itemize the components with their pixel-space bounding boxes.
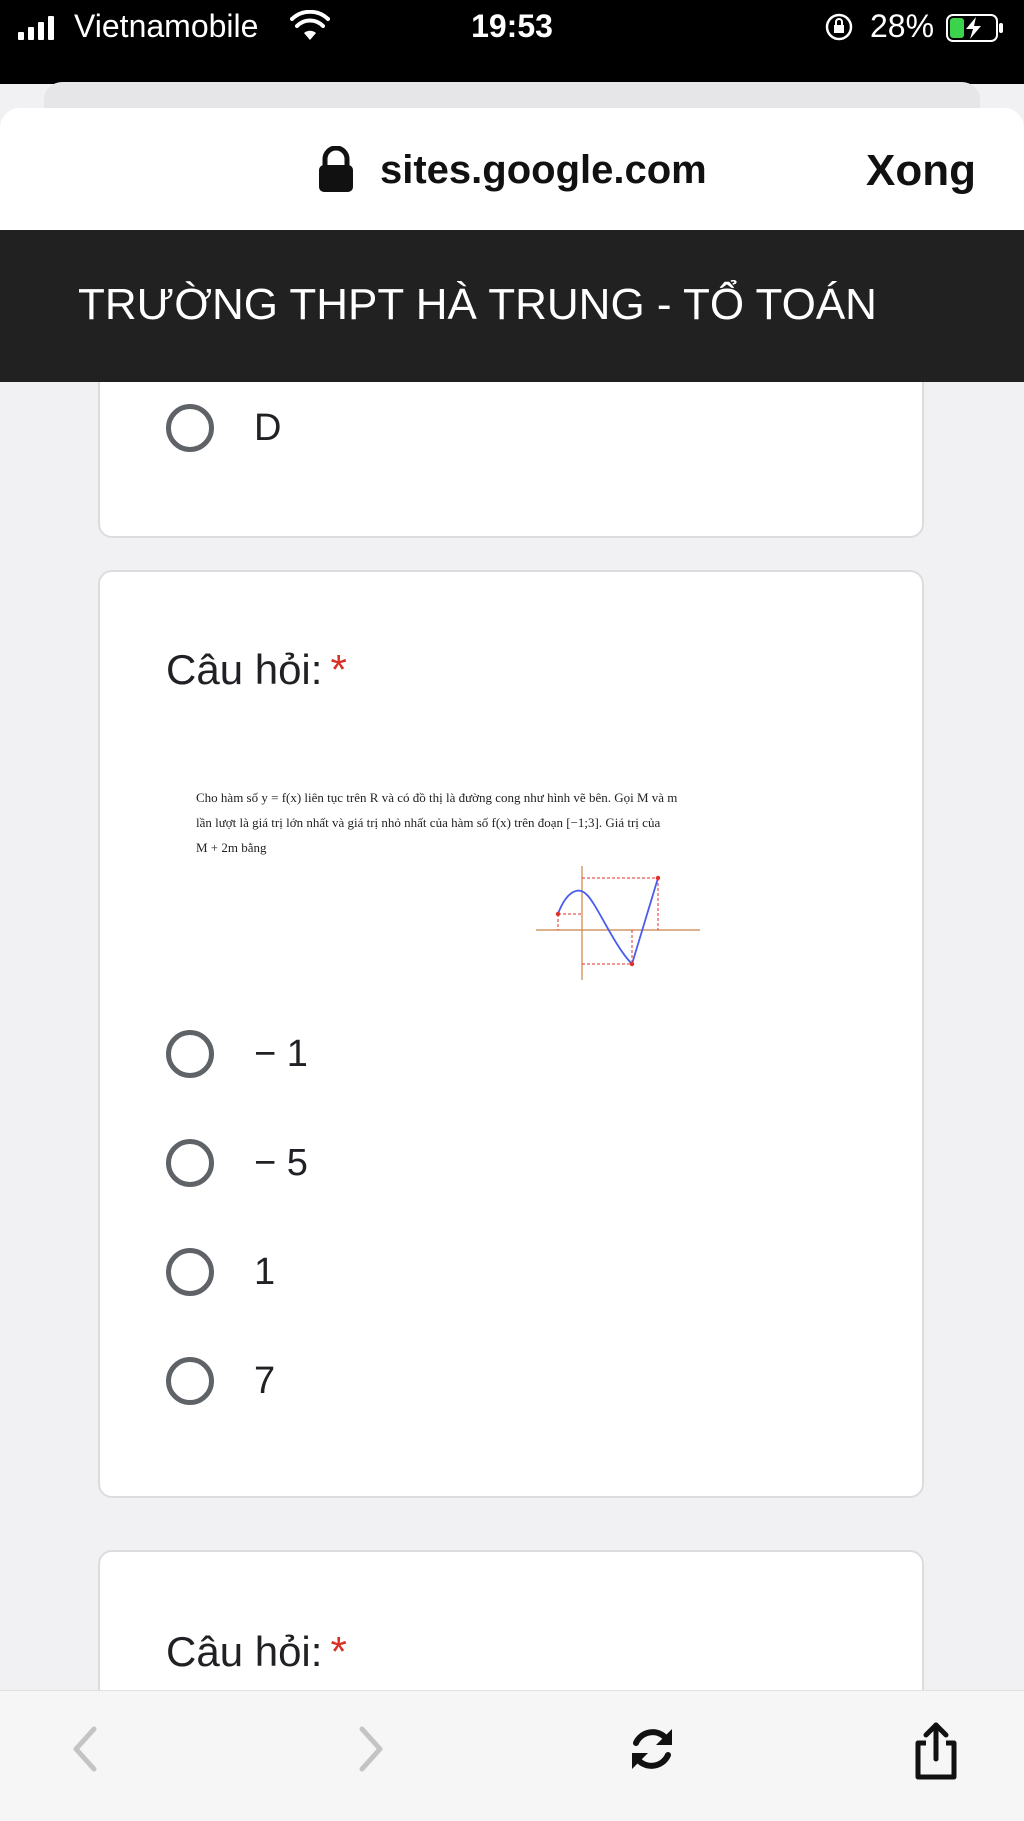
question-text-line-1: Cho hàm số y = f(x) liên tục trên R và có đồ thị là đường cong như hình vẽ bên. Gọi M và m xyxy=(196,790,678,805)
option-label: 7 xyxy=(254,1359,276,1402)
clock: 19:53 xyxy=(471,8,553,44)
answer-option-3[interactable] xyxy=(166,1244,275,1300)
battery-charging-icon xyxy=(946,14,1006,47)
point-marker xyxy=(556,912,560,916)
question-text-line-3: M + 2m bằng xyxy=(196,840,267,855)
question-title-text: Câu hỏi: xyxy=(166,1628,323,1675)
status-bar xyxy=(0,0,1024,84)
browser-url-bar xyxy=(0,108,1024,230)
radio-button[interactable] xyxy=(166,1248,214,1296)
answer-option-2[interactable] xyxy=(166,1135,308,1191)
question-title xyxy=(166,1628,347,1676)
curve-part-1 xyxy=(558,891,632,964)
back-icon[interactable] xyxy=(66,1721,102,1782)
url-text[interactable]: sites.google.com xyxy=(380,148,707,192)
radio-button[interactable] xyxy=(166,1357,214,1405)
required-asterisk: * xyxy=(330,646,347,693)
function-graph xyxy=(534,862,704,982)
question-title-text: Câu hỏi: xyxy=(166,646,323,693)
radio-button[interactable] xyxy=(166,1139,214,1187)
reload-icon[interactable] xyxy=(624,1721,680,1782)
option-label: D xyxy=(254,406,282,449)
site-header xyxy=(0,230,1024,382)
share-icon[interactable] xyxy=(908,1721,964,1786)
orientation-lock-icon xyxy=(824,12,854,47)
lock-icon xyxy=(316,146,356,199)
option-label: 1 xyxy=(254,1250,276,1293)
form-content[interactable] xyxy=(0,382,1024,1690)
point-marker xyxy=(630,962,634,966)
battery-percent: 28% xyxy=(870,8,935,44)
point-marker xyxy=(656,876,660,880)
required-asterisk: * xyxy=(330,1628,347,1675)
browser-toolbar xyxy=(0,1690,1024,1821)
option-label: − 5 xyxy=(254,1141,308,1184)
answer-option-4[interactable] xyxy=(166,1353,275,1409)
question-card xyxy=(98,570,924,1498)
carrier-name: Vietnamobile xyxy=(74,8,259,44)
forward-icon[interactable] xyxy=(354,1721,390,1782)
option-label: − 1 xyxy=(254,1032,308,1075)
radio-button[interactable] xyxy=(166,404,214,452)
question-title xyxy=(166,646,347,694)
question-image xyxy=(196,790,836,990)
radio-button[interactable] xyxy=(166,1030,214,1078)
curve-part-2 xyxy=(632,878,658,964)
question-card-previous xyxy=(98,382,924,538)
question-card-next xyxy=(98,1550,924,1690)
done-button[interactable]: Xong xyxy=(866,146,976,195)
answer-option-1[interactable] xyxy=(166,1026,308,1082)
site-title[interactable]: TRƯỜNG THPT HÀ TRUNG - TỔ TOÁN xyxy=(78,280,877,329)
question-text-line-2: lần lượt là giá trị lớn nhất và giá trị nhỏ nhất của hàm số f(x) trên đoạn [−1;3]. Giá trị của xyxy=(196,815,661,830)
option-d[interactable] xyxy=(166,400,281,456)
